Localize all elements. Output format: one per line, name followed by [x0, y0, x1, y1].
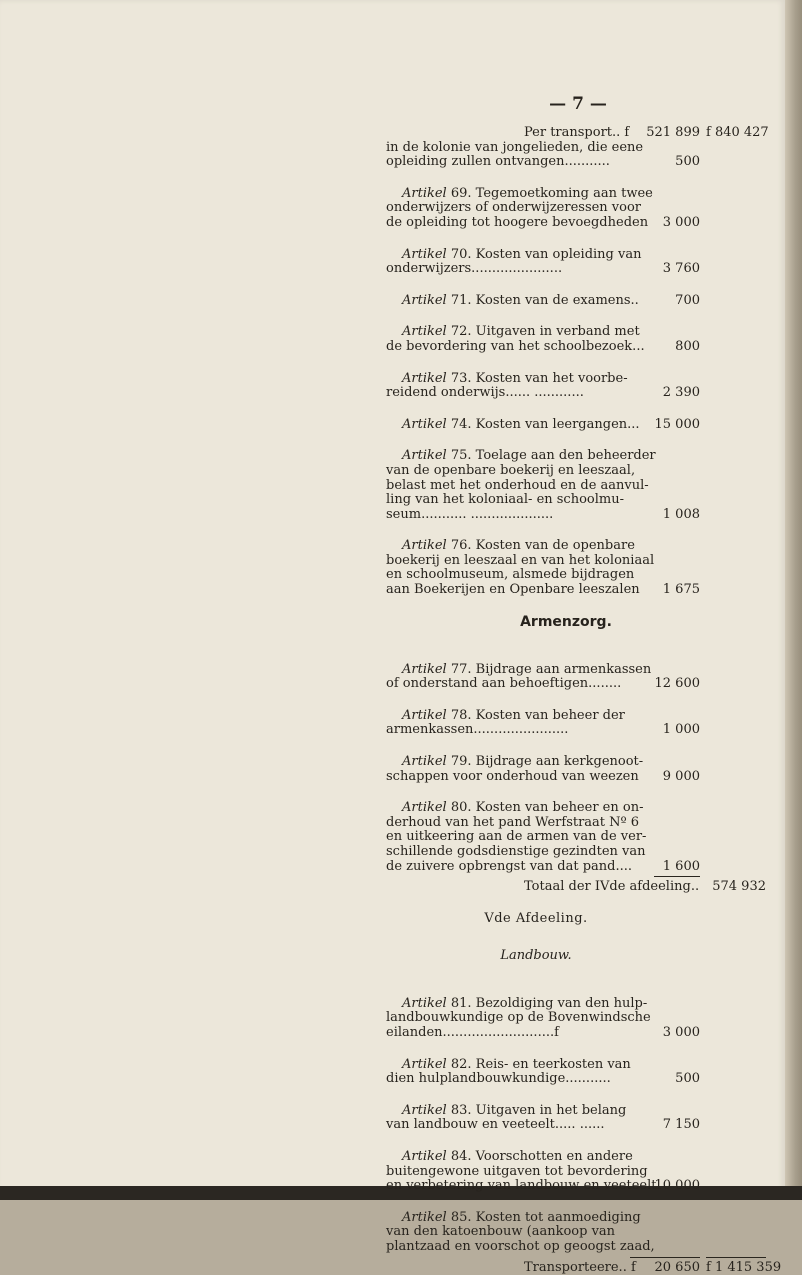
article-block [386, 449, 766, 522]
text-line: de opleiding tot hoogere bevoegdheden 3 000 [386, 216, 766, 231]
amount: 500 [630, 155, 700, 170]
text-line: Artikel 72. Uitgaven in verband met [386, 325, 766, 340]
article-block [386, 1150, 766, 1194]
text-line: dien hulplandbouwkundige........... 500 [386, 1072, 766, 1087]
article-block [386, 997, 766, 1041]
amount: 1 000 [630, 723, 700, 738]
text-line: Artikel 77. Bijdrage aan armenkassen [386, 663, 766, 678]
article-block [386, 663, 766, 692]
text-line: Artikel 74. Kosten van leergangen... 15 000 [386, 418, 766, 433]
articles-group-education [386, 170, 766, 598]
text-line: van de openbare boekerij en leeszaal, [386, 464, 766, 479]
article-block [386, 372, 766, 401]
amount: 1 008 [630, 508, 700, 523]
text-line: derhoud van het pand Werfstraat Nº 6 [386, 816, 766, 831]
text-line: Artikel 73. Kosten van het voorbe- [386, 372, 766, 387]
text-line: Artikel 85. Kosten tot aanmoediging [386, 1211, 766, 1226]
article-label: Artikel [402, 324, 447, 339]
article-block [386, 248, 766, 277]
text-line: Artikel 81. Bezoldiging van den hulp- [386, 997, 766, 1012]
text-line: onderwijzers...................... 3 760 [386, 262, 766, 277]
article-label: Artikel [402, 293, 447, 308]
text-line: boekerij en leeszaal en van het koloniaal [386, 554, 766, 569]
transporteere-label: Transporteere.. f [524, 1261, 636, 1275]
transporteere-amount: 20 650 [630, 1261, 700, 1275]
amount: 9 000 [630, 770, 700, 785]
articles-group-armenzorg [386, 646, 766, 875]
text-line: onderwijzers of onderwijzeressen voor [386, 201, 766, 216]
article-label: Artikel [402, 186, 447, 201]
amount: 15 000 [630, 418, 700, 433]
amount: 3 000 [630, 216, 700, 231]
transport-line [386, 126, 766, 141]
text-line: schillende godsdienstige gezindten van [386, 845, 766, 860]
amount: 500 [630, 1072, 700, 1087]
article-block [386, 294, 766, 309]
text-line: Artikel 70. Kosten van opleiding van [386, 248, 766, 263]
text-line: reidend onderwijs...... ............ 2 390 [386, 386, 766, 401]
transport-label: Per transport.. f [524, 126, 629, 141]
article-block [386, 418, 766, 433]
text-line: Artikel 83. Uitgaven in het belang [386, 1104, 766, 1119]
article-block [386, 1104, 766, 1133]
amount: 700 [630, 294, 700, 309]
article-block [386, 709, 766, 738]
text-line: landbouwkundige op de Bovenwindsche [386, 1011, 766, 1026]
totaal-amount: 574 932 [706, 880, 766, 895]
text-line: schappen voor onderhoud van weezen 9 000 [386, 770, 766, 785]
amount: 3 000 [630, 1026, 700, 1041]
text-line: eilanden...........................f 3 000 [386, 1026, 766, 1041]
amount: 800 [630, 340, 700, 355]
articles-group-landbouw [386, 980, 766, 1255]
article-label: Artikel [402, 1210, 447, 1225]
article-label: Artikel [402, 800, 447, 815]
article-label: Artikel [402, 1103, 447, 1118]
transporteere-total: f 1 415 359 [706, 1261, 766, 1275]
transport-amount: 521 899 [630, 126, 700, 141]
text-line: Artikel 69. Tegemoetkoming aan twee [386, 187, 766, 202]
page-number: — 7 — [548, 94, 608, 114]
section-heading: Vde Afdeeling. [386, 906, 686, 932]
text-line: in de kolonie van jongelieden, die eene [386, 141, 766, 156]
article-block [386, 325, 766, 354]
amount: 1 600 [630, 860, 700, 875]
article-label: Artikel [402, 662, 447, 677]
transport-total: f 840 427 [706, 126, 766, 141]
article-label: Artikel [402, 754, 447, 769]
text-line: opleiding zullen ontvangen........... 500 [386, 155, 766, 170]
amount: 3 760 [630, 262, 700, 277]
article-label: Artikel [402, 371, 447, 386]
amount: 10 000 [630, 1179, 700, 1194]
text-line: Artikel 84. Voorschotten en andere [386, 1150, 766, 1165]
text-line: de zuivere opbrengst van dat pand.... 1 600 [386, 860, 766, 875]
text-line: armenkassen....................... 1 000 [386, 723, 766, 738]
armenzorg-heading: Armenzorg. [446, 609, 686, 635]
text-line: Artikel 76. Kosten van de openbare [386, 539, 766, 554]
text-line: van landbouw en veeteelt..... ...... 7 150 [386, 1118, 766, 1133]
article-label: Artikel [402, 417, 447, 432]
article-label: Artikel [402, 1149, 447, 1164]
text-line: van den katoenbouw (aankoop van [386, 1225, 766, 1240]
text-line: Artikel 71. Kosten van de examens.. 700 [386, 294, 766, 309]
text-line: en verbetering van landbouw en veeteelt 10 000 [386, 1179, 766, 1194]
transporteere-line [386, 1261, 766, 1275]
text-line: ling van het koloniaal- en schoolmu- [386, 493, 766, 508]
article-label: Artikel [402, 996, 447, 1011]
text-line: buitengewone uitgaven tot bevordering [386, 1165, 766, 1180]
landbouw-heading: Landbouw. [386, 943, 686, 969]
text-line: of onderstand aan behoeftigen........ 12 600 [386, 677, 766, 692]
text-line: Artikel 82. Reis- en teerkosten van [386, 1058, 766, 1073]
article-label: Artikel [402, 708, 447, 723]
article-block [386, 755, 766, 784]
amount: 12 600 [630, 677, 700, 692]
text-line: aan Boekerijen en Openbare leeszalen 1 675 [386, 583, 766, 598]
article-label: Artikel [402, 538, 447, 553]
page-edge [785, 0, 802, 1200]
article-block [386, 187, 766, 231]
article-label: Artikel [402, 1057, 447, 1072]
text-line: Artikel 80. Kosten van beheer en on- [386, 801, 766, 816]
text-line: Artikel 78. Kosten van beheer der [386, 709, 766, 724]
totaal-label: Totaal der IVde afdeeling.. [524, 880, 699, 895]
text-line: en schoolmuseum, alsmede bijdragen [386, 568, 766, 583]
totaal-line [386, 880, 766, 895]
text-line: Artikel 79. Bijdrage aan kerkgenoot- [386, 755, 766, 770]
text-line: en uitkeering aan de armen van de ver- [386, 830, 766, 845]
text-line: belast met het onderhoud en de aanvul- [386, 479, 766, 494]
text-line: Artikel 75. Toelage aan den beheerder [386, 449, 766, 464]
article-label: Artikel [402, 448, 447, 463]
amount: 7 150 [630, 1118, 700, 1133]
budget-column [386, 126, 766, 1275]
article-block [386, 1211, 766, 1255]
article-block [386, 801, 766, 874]
article-block [386, 1058, 766, 1087]
article-block [386, 539, 766, 597]
article-label: Artikel [402, 247, 447, 262]
text-line: de bevordering van het schoolbezoek... 800 [386, 340, 766, 355]
text-line: plantzaad en voorschot op geoogst zaad, [386, 1240, 766, 1255]
text-line: seum........... .................... 1 008 [386, 508, 766, 523]
amount: 1 675 [630, 583, 700, 598]
amount: 2 390 [630, 386, 700, 401]
